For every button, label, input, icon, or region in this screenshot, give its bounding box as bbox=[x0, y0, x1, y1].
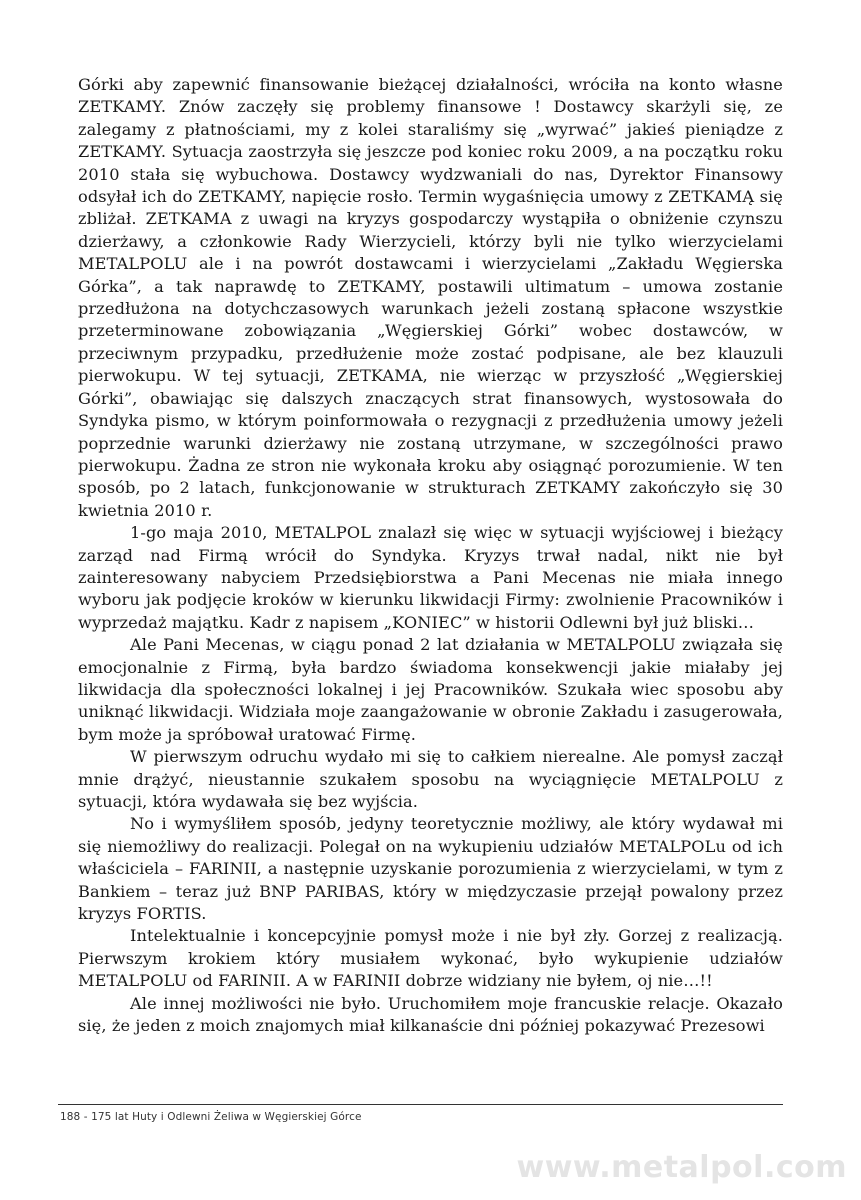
paragraph-2: 1-go maja 2010, METALPOL znalazł się więc w sytuacji wyjściowej i bieżący zarząd nad Firmą wrócił do Syndyka. Kryzys trwał nadal, nikt nie był zainteresowany nabyciem Przedsiębiorstwa a Pani Mecenas nie miała innego wyboru jak podjęcie kroków w kierunku likwidacji Firmy: zwolnienie Pracowników i wyprzedaż majątku. Kadr z napisem „KONIEC” w historii Odlewni był już bliski… bbox=[78, 523, 783, 632]
paragraph-4: W pierwszym odruchu wydało mi się to całkiem nierealne. Ale pomysł zaczął mnie drążyć, nieustannie szukałem sposobu na wyciągnięcie METALPOLU z sytuacji, która wydawała się bez wyjścia. bbox=[78, 747, 783, 811]
footer-divider bbox=[58, 1104, 783, 1105]
paragraph-1: Górki aby zapewnić finansowanie bieżącej działalności, wróciła na konto własne ZETKAMY. Znów zaczęły się problemy finansowe ! Dostawcy skarżyli się, ze zalegamy z płatnościami, my z kolei staraliśmy się „wyrwać” jakieś pieniądze z ZETKAMY. Sytuacja zaostrzyła się jeszcze pod koniec roku 2009, a na początku roku 2010 stała się wybuchowa. Dostawcy wydzwaniali do nas, Dyrektor Finansowy odsyłał ich do ZETKAMY, napięcie rosło. Termin wygaśnięcia umowy z ZETKAMĄ się zbliżał. ZETKAMA z uwagi na kryzys gospodarczy wystąpiła o obniżenie czynszu dzierżawy, a członkowie Rady Wierzycieli, którzy byli nie tylko wierzycielami METALPOLU ale i na powrót dostawcami i wierzycielami „Zakładu Węgierska Górka”, a tak naprawdę to ZETKAMY, postawili ultimatum – umowa zostanie przedłużona na dotychczasowych warunkach jeżeli zostaną spłacone wszystkie przeterminowane zobowiązania „Węgierskiej Górki” wobec dostawców, w przeciwnym przypadku, przedłużenie może zostać podpisane, ale bez klauzuli pierwokupu. W tej sytuacji, ZETKAMA, nie wierząc w przyszłość „Węgierskiej Górki”, obawiając się dalszych znaczących strat finansowych, wystosowała do Syndyka pismo, w którym poinformowała o rezygnacji z przedłużenia umowy jeżeli poprzednie warunki dzierżawy nie zostaną utrzymane, w szczególności prawo pierwokupu. Żadna ze stron nie wykonała kroku aby osiągnąć porozumienie. W ten sposób, po 2 latach, funkcjonowanie w strukturach ZETKAMY zakończyło się 30 kwietnia 2010 r. bbox=[78, 75, 783, 520]
paragraph-5: No i wymyśliłem sposób, jedyny teoretycznie możliwy, ale który wydawał mi się niemożliwy do realizacji. Polegał on na wykupieniu udziałów METALPOLu od ich właściciela – FARINII, a następnie uzyskanie porozumienia z wierzycielami, w tym z Bankiem – teraz już BNP PARIBAS, który w międzyczasie przejął powalony przez kryzys FORTIS. bbox=[78, 814, 783, 924]
paragraph-7: Ale innej możliwości nie było. Uruchomiłem moje francuskie relacje. Okazało się, że jeden z moich znajomych miał kilkanaście dni później pokazywać Prezesowi bbox=[78, 993, 783, 1036]
paragraph-6: Intelektualnie i koncepcyjnie pomysł może i nie był zły. Gorzej z realizacją. Pierwszym krokiem który musiałem wykonać, było wykupienie udziałów METALPOLU od FARINII. A w FARINII dobrze widziany nie byłem, oj nie…!! bbox=[78, 926, 783, 991]
paragraph-3: Ale Pani Mecenas, w ciągu ponad 2 lat działania w METALPOLU związała się emocjonalnie z Firmą, była bardzo świadoma konsekwencji jakie miałaby jej likwidacja dla społeczności lokalnej i jej Pracowników. Szukała wiec sposobu aby uniknąć likwidacji. Widziała moje zaangażowanie w obronie Zakładu i zasugerowała, bym może ja spróbował uratować Firmę. bbox=[78, 635, 783, 744]
page-body bbox=[78, 74, 783, 1037]
watermark: www.metalpol.com bbox=[516, 1150, 847, 1185]
page-footer: 188 - 175 lat Huty i Odlewni Żeliwa w Węgierskiej Górce bbox=[60, 1111, 362, 1123]
